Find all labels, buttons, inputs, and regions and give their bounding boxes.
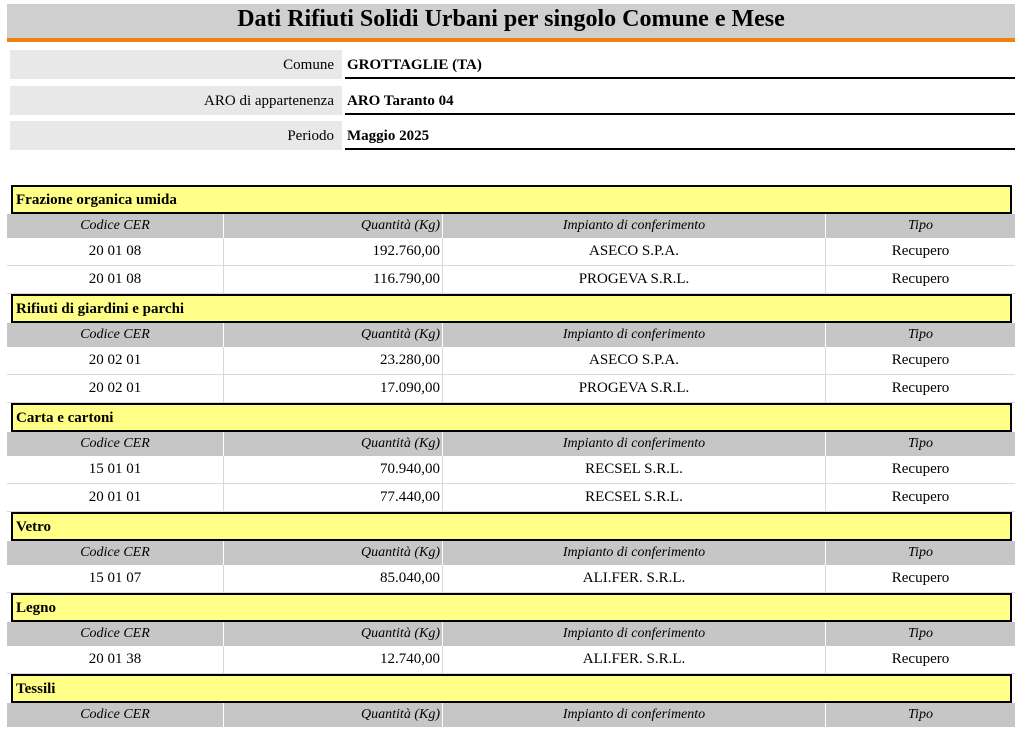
header-quantita: Quantità (Kg) <box>224 323 443 347</box>
cell-quantita: 116.790,00 <box>224 266 443 294</box>
cell-impianto: RECSEL S.R.L. <box>443 484 826 512</box>
header-quantita: Quantità (Kg) <box>224 432 443 456</box>
cell-tipo: Recupero <box>826 266 1016 294</box>
header-codice-cer: Codice CER <box>7 622 224 646</box>
cell-quantita: 77.440,00 <box>224 484 443 512</box>
cell-codice-cer: 20 01 38 <box>7 646 224 674</box>
table-row <box>7 565 1015 593</box>
cell-impianto: ASECO S.P.A. <box>443 347 826 375</box>
cell-tipo: Recupero <box>826 456 1016 484</box>
cell-tipo: Recupero <box>826 238 1016 266</box>
cell-codice-cer: 20 01 08 <box>7 238 224 266</box>
section-header: Vetro <box>11 512 1012 541</box>
header-tipo: Tipo <box>826 323 1016 347</box>
cell-tipo: Recupero <box>826 484 1016 512</box>
section-header: Tessili <box>11 674 1012 703</box>
header-impianto: Impianto di conferimento <box>443 432 826 456</box>
column-header-row <box>7 323 1015 347</box>
waste-sections <box>7 185 1016 727</box>
cell-tipo: Recupero <box>826 565 1016 593</box>
cell-codice-cer: 20 01 01 <box>7 484 224 512</box>
info-row-comune <box>10 50 1013 79</box>
header-codice-cer: Codice CER <box>7 323 224 347</box>
cell-tipo: Recupero <box>826 347 1016 375</box>
header-tipo: Tipo <box>826 622 1016 646</box>
cell-tipo: Recupero <box>826 646 1016 674</box>
column-header-row <box>7 703 1015 727</box>
cell-impianto: RECSEL S.R.L. <box>443 456 826 484</box>
comune-label: Comune <box>10 50 342 79</box>
cell-impianto: PROGEVA S.R.L. <box>443 266 826 294</box>
cell-impianto: ALI.FER. S.R.L. <box>443 565 826 593</box>
section-table <box>7 622 1015 674</box>
column-header-row <box>7 541 1015 565</box>
table-row <box>7 646 1015 674</box>
periodo-label: Periodo <box>10 121 342 150</box>
cell-codice-cer: 20 02 01 <box>7 375 224 403</box>
cell-tipo: Recupero <box>826 375 1016 403</box>
header-codice-cer: Codice CER <box>7 214 224 238</box>
column-header-row <box>7 214 1015 238</box>
cell-quantita: 23.280,00 <box>224 347 443 375</box>
header-impianto: Impianto di conferimento <box>443 703 826 727</box>
cell-impianto: PROGEVA S.R.L. <box>443 375 826 403</box>
comune-value: GROTTAGLIE (TA) <box>345 50 1015 79</box>
section-table <box>7 214 1015 294</box>
aro-label: ARO di appartenenza <box>10 86 342 115</box>
section-table <box>7 541 1015 593</box>
column-header-row <box>7 622 1015 646</box>
cell-codice-cer: 20 02 01 <box>7 347 224 375</box>
cell-impianto: ALI.FER. S.R.L. <box>443 646 826 674</box>
table-row <box>7 347 1015 375</box>
section-header: Carta e cartoni <box>11 403 1012 432</box>
cell-impianto: ASECO S.P.A. <box>443 238 826 266</box>
header-quantita: Quantità (Kg) <box>224 214 443 238</box>
header-impianto: Impianto di conferimento <box>443 214 826 238</box>
header-tipo: Tipo <box>826 703 1016 727</box>
cell-codice-cer: 20 01 08 <box>7 266 224 294</box>
cell-quantita: 17.090,00 <box>224 375 443 403</box>
cell-codice-cer: 15 01 01 <box>7 456 224 484</box>
header-quantita: Quantità (Kg) <box>224 622 443 646</box>
page-title: Dati Rifiuti Solidi Urbani per singolo Comune e Mese <box>7 4 1015 38</box>
table-row <box>7 456 1015 484</box>
section-table <box>7 323 1015 403</box>
periodo-value: Maggio 2025 <box>345 121 1015 150</box>
header-quantita: Quantità (Kg) <box>224 703 443 727</box>
header-impianto: Impianto di conferimento <box>443 622 826 646</box>
header-tipo: Tipo <box>826 541 1016 565</box>
section-header: Rifiuti di giardini e parchi <box>11 294 1012 323</box>
section-header: Legno <box>11 593 1012 622</box>
header-codice-cer: Codice CER <box>7 703 224 727</box>
table-row <box>7 266 1015 294</box>
header-quantita: Quantità (Kg) <box>224 541 443 565</box>
column-header-row <box>7 432 1015 456</box>
cell-quantita: 85.040,00 <box>224 565 443 593</box>
title-divider <box>7 38 1015 42</box>
header-impianto: Impianto di conferimento <box>443 323 826 347</box>
table-row <box>7 484 1015 512</box>
header-codice-cer: Codice CER <box>7 541 224 565</box>
info-row-aro <box>10 86 1013 115</box>
table-row <box>7 375 1015 403</box>
table-row <box>7 238 1015 266</box>
section-table <box>7 703 1015 727</box>
section-table <box>7 432 1015 512</box>
header-tipo: Tipo <box>826 214 1016 238</box>
header-tipo: Tipo <box>826 432 1016 456</box>
section-header: Frazione organica umida <box>11 185 1012 214</box>
cell-quantita: 12.740,00 <box>224 646 443 674</box>
aro-value: ARO Taranto 04 <box>345 86 1015 115</box>
cell-quantita: 70.940,00 <box>224 456 443 484</box>
cell-codice-cer: 15 01 07 <box>7 565 224 593</box>
info-row-periodo <box>10 121 1013 150</box>
cell-quantita: 192.760,00 <box>224 238 443 266</box>
header-impianto: Impianto di conferimento <box>443 541 826 565</box>
header-codice-cer: Codice CER <box>7 432 224 456</box>
